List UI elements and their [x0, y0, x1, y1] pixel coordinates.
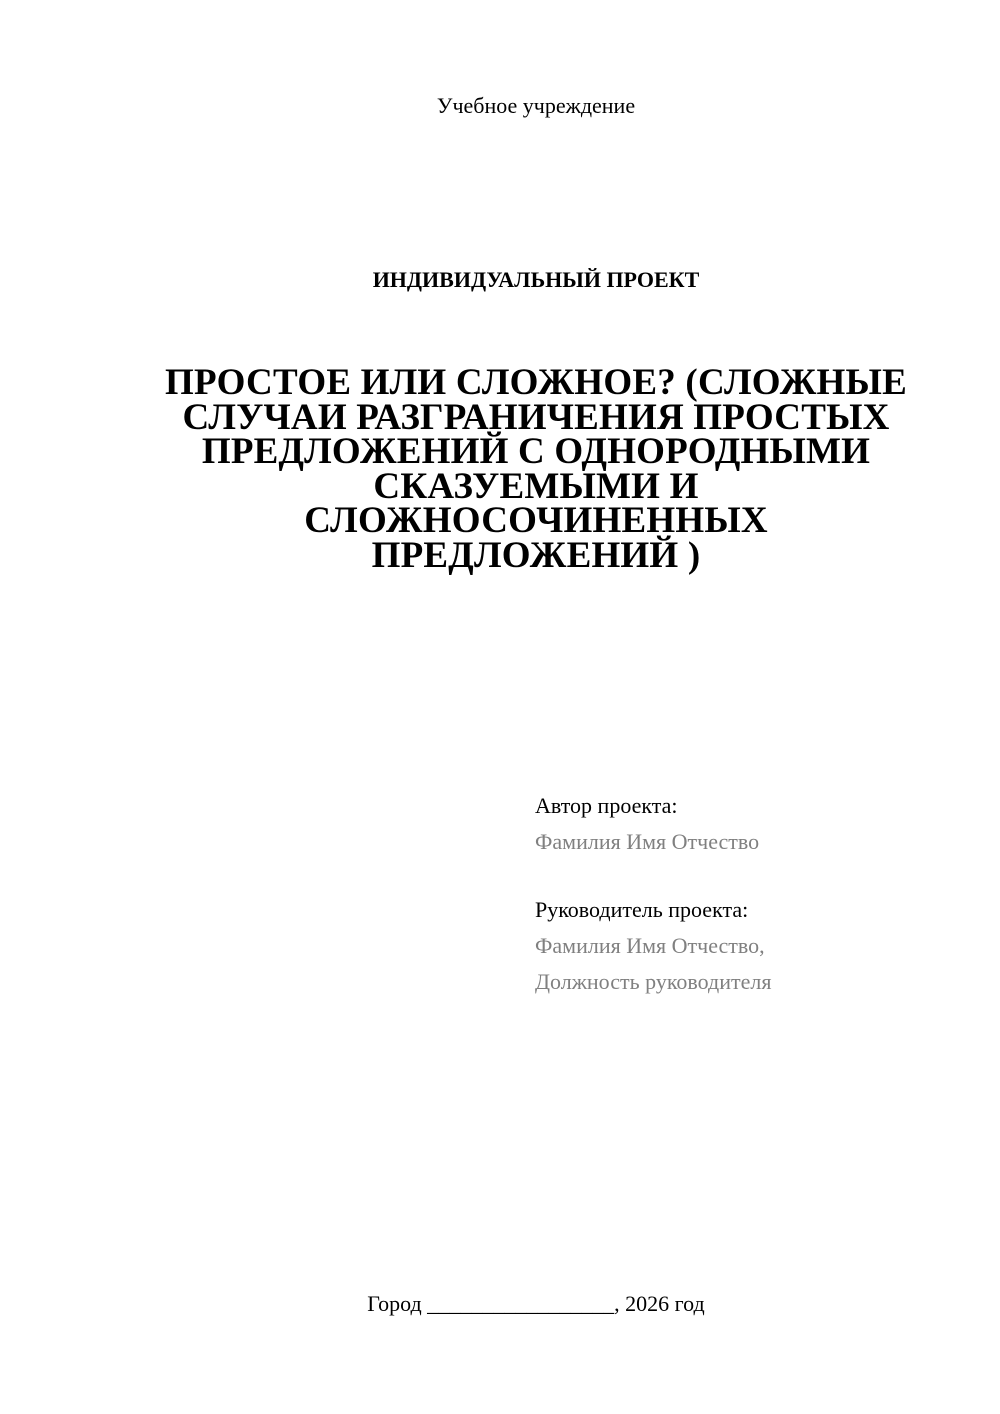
project-title-line: СЛУЧАИ РАЗГРАНИЧЕНИЯ ПРОСТЫХ [182, 396, 890, 438]
supervisor-label: Руководитель проекта: [535, 897, 749, 922]
project-title-line: ПРЕДЛОЖЕНИЙ ) [371, 534, 701, 576]
institution-name: Учебное учреждение [436, 93, 636, 118]
project-title-line: ПРОСТОЕ ИЛИ СЛОЖНОЕ? (СЛОЖНЫЕ [165, 362, 907, 403]
project-type-heading: ИНДИВИДУАЛЬНЫЙ ПРОЕКТ [372, 267, 700, 292]
author-name: Фамилия Имя Отчество [535, 829, 760, 854]
supervisor-name: Фамилия Имя Отчество, [535, 933, 765, 958]
project-title-line: СЛОЖНОСОЧИНЕННЫХ [304, 500, 768, 541]
project-title-line: ПРЕДЛОЖЕНИЙ С ОДНОРОДНЫМИ [201, 431, 871, 472]
city-year-line: Город _________________, 2026 год [367, 1291, 705, 1316]
project-credits [535, 788, 955, 1000]
project-title [150, 362, 922, 576]
supervisor-position: Должность руководителя [535, 969, 772, 994]
author-label: Автор проекта: [535, 793, 678, 818]
project-title-line: СКАЗУЕМЫМИ И [373, 465, 699, 507]
